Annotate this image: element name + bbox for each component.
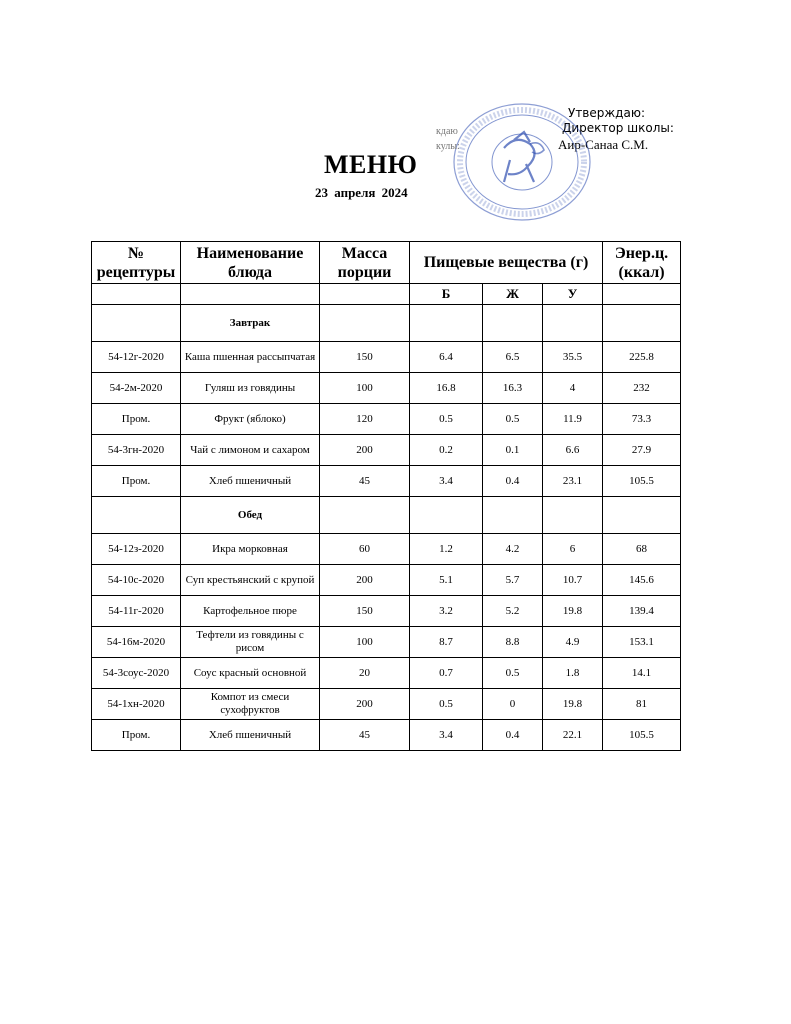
cell-recipe: 54-12г-2020 (92, 342, 181, 373)
header-recipe: № рецептуры (92, 242, 181, 284)
cell-name: Каша пшенная рассыпчатая (181, 342, 320, 373)
cell-energy: 145.6 (603, 565, 681, 596)
table-row (92, 435, 681, 466)
cell-mass: 60 (320, 534, 410, 565)
table-row (92, 627, 681, 658)
cell-recipe: 54-12з-2020 (92, 534, 181, 565)
cell-fat: 0 (483, 689, 543, 720)
table-row (92, 565, 681, 596)
approval-position: Директор школы: (562, 121, 674, 135)
cell-mass: 45 (320, 466, 410, 497)
menu-date: 23 апреля 2024 (315, 185, 408, 200)
cell-energy: 232 (603, 373, 681, 404)
cell-protein: 8.7 (410, 627, 483, 658)
cell-recipe: 54-3соус-2020 (92, 658, 181, 689)
table-row (92, 342, 681, 373)
cell-carbs: 4 (543, 373, 603, 404)
approval-signatory: Аир-Санаа С.М. (558, 137, 649, 152)
cell-fat: 0.5 (483, 658, 543, 689)
cell-energy: 81 (603, 689, 681, 720)
cell-mass: 200 (320, 689, 410, 720)
school-seal-stamp (434, 100, 594, 225)
table-row (92, 689, 681, 720)
cell-fat: 0.1 (483, 435, 543, 466)
cell-fat: 0.4 (483, 720, 543, 751)
cell-name: Соус красный основной (181, 658, 320, 689)
section-name: Завтрак (181, 305, 320, 342)
cell-fat: 0.4 (483, 466, 543, 497)
cell-protein: 5.1 (410, 565, 483, 596)
cell-energy: 68 (603, 534, 681, 565)
subheader-empty (181, 284, 320, 305)
cell-recipe: Пром. (92, 466, 181, 497)
cell-mass: 20 (320, 658, 410, 689)
cell-protein: 1.2 (410, 534, 483, 565)
cell-fat: 16.3 (483, 373, 543, 404)
cell-protein: 0.5 (410, 689, 483, 720)
cell-protein: 6.4 (410, 342, 483, 373)
menu-table (91, 241, 681, 751)
cell-protein: 0.2 (410, 435, 483, 466)
subheader-carbs: У (543, 284, 603, 305)
cell-carbs: 6.6 (543, 435, 603, 466)
section-row (92, 497, 681, 534)
cell-mass: 150 (320, 596, 410, 627)
cell-energy: 153.1 (603, 627, 681, 658)
cell-fat: 0.5 (483, 404, 543, 435)
table-row (92, 466, 681, 497)
section-row (92, 305, 681, 342)
cell-fat: 6.5 (483, 342, 543, 373)
cell-name: Икра морковная (181, 534, 320, 565)
cell-energy: 225.8 (603, 342, 681, 373)
cell-fat: 8.8 (483, 627, 543, 658)
cell-protein: 3.4 (410, 466, 483, 497)
cell-carbs: 19.8 (543, 596, 603, 627)
cell-mass: 200 (320, 435, 410, 466)
cell-recipe: 54-2м-2020 (92, 373, 181, 404)
table-row (92, 404, 681, 435)
table-row (92, 596, 681, 627)
stamp-stray-text-1: кдаю (436, 126, 458, 137)
cell-energy: 14.1 (603, 658, 681, 689)
cell-fat: 5.7 (483, 565, 543, 596)
cell-mass: 200 (320, 565, 410, 596)
cell-energy: 139.4 (603, 596, 681, 627)
cell-protein: 3.4 (410, 720, 483, 751)
cell-mass: 45 (320, 720, 410, 751)
stamp-stray-text-2: кулы: (436, 141, 460, 152)
cell-carbs: 19.8 (543, 689, 603, 720)
subheader-fat: Ж (483, 284, 543, 305)
subheader-empty (92, 284, 181, 305)
page-title: МЕНЮ (324, 150, 418, 179)
cell-protein: 0.7 (410, 658, 483, 689)
header-name: Наименование блюда (181, 242, 320, 284)
cell-mass: 120 (320, 404, 410, 435)
cell-name: Тефтели из говядины с рисом (181, 627, 320, 658)
cell-carbs: 6 (543, 534, 603, 565)
cell-recipe: 54-1хн-2020 (92, 689, 181, 720)
cell-energy: 73.3 (603, 404, 681, 435)
cell-carbs: 35.5 (543, 342, 603, 373)
cell-mass: 100 (320, 627, 410, 658)
subheader-empty (320, 284, 410, 305)
cell-carbs: 4.9 (543, 627, 603, 658)
header-mass: Масса порции (320, 242, 410, 284)
cell-mass: 150 (320, 342, 410, 373)
cell-protein: 0.5 (410, 404, 483, 435)
header-nutrients: Пищевые вещества (г) (410, 242, 603, 284)
cell-carbs: 10.7 (543, 565, 603, 596)
approval-line: Утверждаю: (568, 106, 645, 120)
cell-energy: 105.5 (603, 466, 681, 497)
cell-protein: 3.2 (410, 596, 483, 627)
cell-name: Картофельное пюре (181, 596, 320, 627)
cell-protein: 16.8 (410, 373, 483, 404)
cell-recipe: 54-11г-2020 (92, 596, 181, 627)
cell-fat: 4.2 (483, 534, 543, 565)
cell-recipe: 54-10с-2020 (92, 565, 181, 596)
table-row (92, 534, 681, 565)
cell-energy: 27.9 (603, 435, 681, 466)
cell-carbs: 22.1 (543, 720, 603, 751)
subheader-protein: Б (410, 284, 483, 305)
cell-name: Гуляш из говядины (181, 373, 320, 404)
cell-name: Чай с лимоном и сахаром (181, 435, 320, 466)
subheader-empty (603, 284, 681, 305)
cell-name: Суп крестьянский с крупой (181, 565, 320, 596)
table-row (92, 720, 681, 751)
cell-recipe: Пром. (92, 404, 181, 435)
cell-carbs: 1.8 (543, 658, 603, 689)
cell-recipe: Пром. (92, 720, 181, 751)
cell-name: Хлеб пшеничный (181, 466, 320, 497)
cell-carbs: 11.9 (543, 404, 603, 435)
table-row (92, 373, 681, 404)
cell-name: Хлеб пшеничный (181, 720, 320, 751)
cell-name: Фрукт (яблоко) (181, 404, 320, 435)
cell-mass: 100 (320, 373, 410, 404)
section-name: Обед (181, 497, 320, 534)
cell-fat: 5.2 (483, 596, 543, 627)
table-row (92, 658, 681, 689)
cell-recipe: 54-3гн-2020 (92, 435, 181, 466)
cell-name: Компот из смеси сухофруктов (181, 689, 320, 720)
header-energy: Энер.ц. (ккал) (603, 242, 681, 284)
cell-carbs: 23.1 (543, 466, 603, 497)
cell-energy: 105.5 (603, 720, 681, 751)
cell-recipe: 54-16м-2020 (92, 627, 181, 658)
